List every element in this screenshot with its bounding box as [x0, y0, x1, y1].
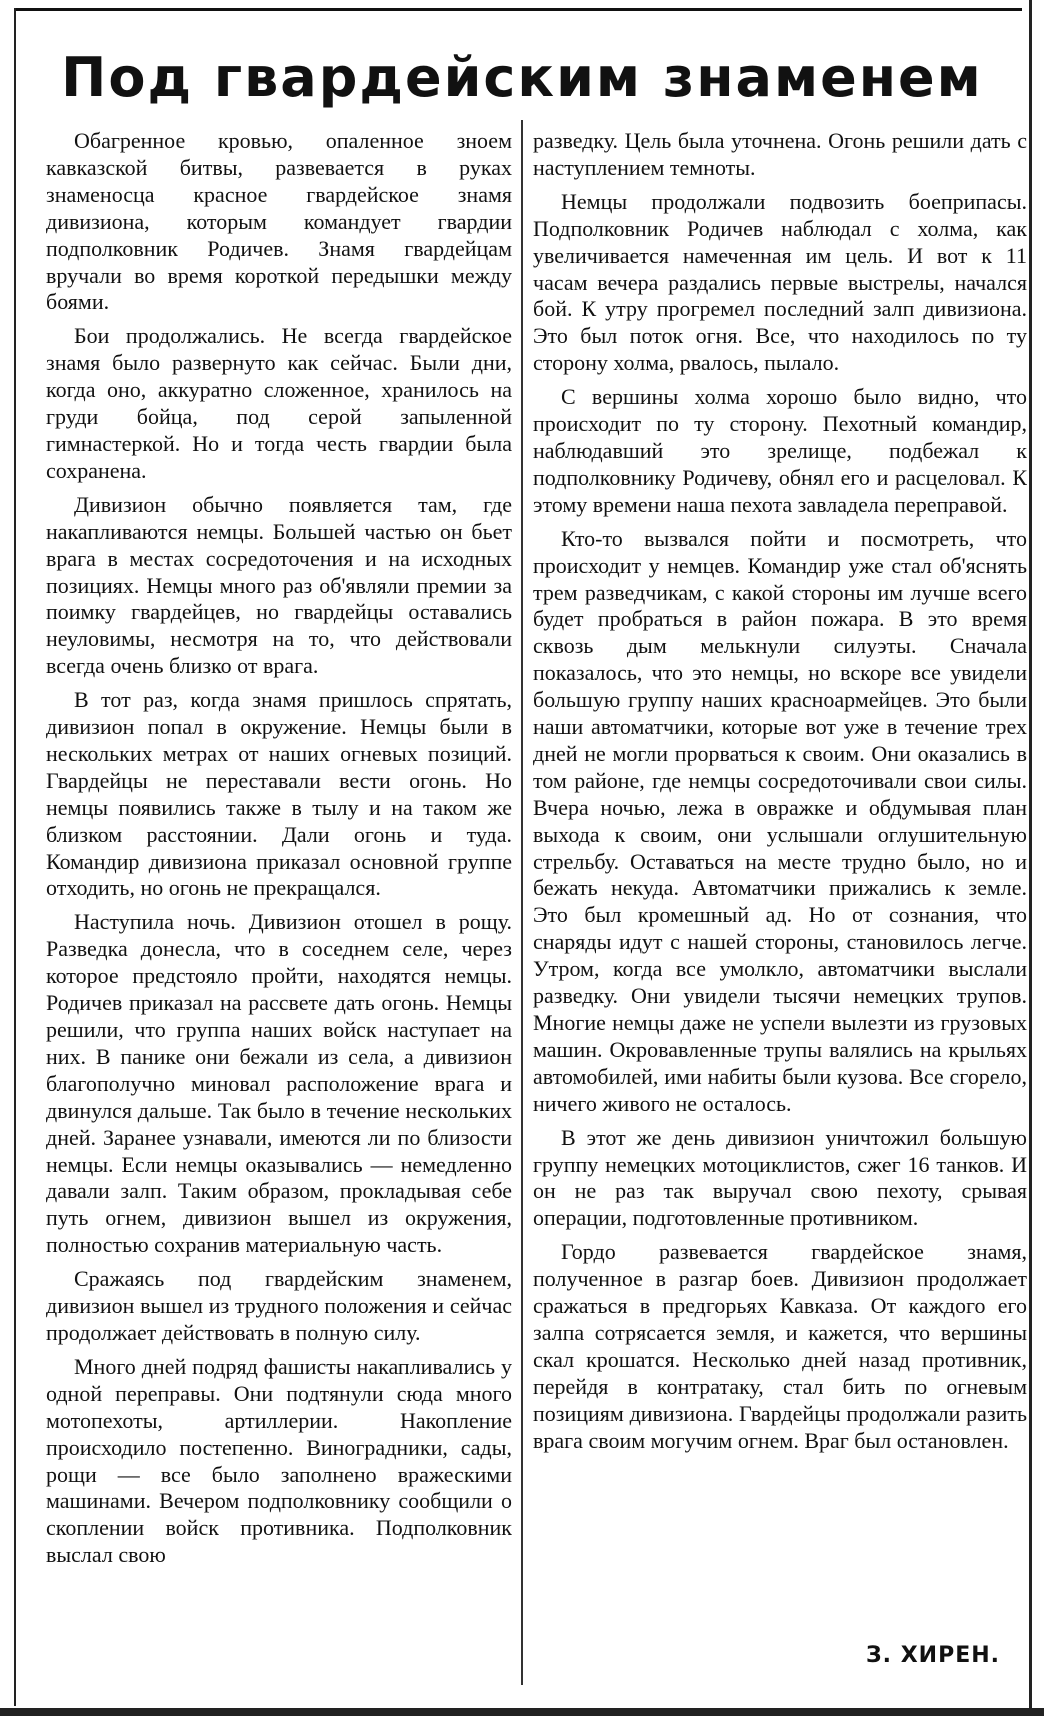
author-signature: З. ХИРЕН. [866, 1643, 1000, 1668]
paragraph: Гордо развевается гвардейское знамя, полученное в разгар боев. Дивизион продолжает сражаться в предгорьях Кавказа. От каждого его залпа сотрясается земля, и кажется, что вершины скал крошатся. Несколько дней назад противник, перейдя в контратаку, стал бить по огневым позициям дивизиона. Гвардейцы продолжали разить врага своим могучим огнем. Враг был остановлен. [533, 1239, 1027, 1453]
bottom-border-rule [0, 1708, 1044, 1716]
top-border-rule [14, 8, 1022, 11]
paragraph: разведку. Цель была уточнена. Огонь решили дать с наступлением темноты. [533, 128, 1027, 180]
paragraph: Обагренное кровью, опаленное зноем кавказской битвы, развевается в руках знаменосца красное гвардейское знамя дивизиона, которым командует гвардии подполковник Родичев. Знамя гвардейцам вручали во время короткой передышки между боями. [46, 128, 512, 315]
left-border-rule [14, 8, 16, 1706]
paragraph: Бои продолжались. Не всегда гвардейское знамя было развернуто как сейчас. Были дни, когда оно, аккуратно сложенное, хранилось на груди бойца, под серой запыленной гимнастеркой. Но и тогда честь гвардии была сохранена. [46, 323, 512, 483]
column-divider [521, 120, 523, 1685]
right-column [533, 128, 1027, 1668]
paragraph: Кто-то вызвался пойти и посмотреть, что происходит у немцев. Командир уже стал об'яснять трем разведчикам, с какой стороны им лучше всего будет пробраться в район пожара. В это время сквозь дым мелькнули силуэты. Сначала показалось, что это немцы, но вскоре все увидели большую группу наших красноармейцев. Это были наши автоматчики, которые вот уже в течение трех дней не могли прорваться к своим. Они оказались в том районе, где немцы сосредоточивали свои силы. Вчера ночью, лежа в овражке и обдумывая план выхода к своим, они услышали оглушительную стрельбу. Оставаться на месте трудно было, но и бежать некуда. Автоматчики прижались к земле. Это был кромешный ад. Но от сознания, что снаряды идут с нашей стороны, становилось легче. Утром, когда все умолкло, автоматчики выслали разведку. Они увидели тысячи немецких трупов. Многие немцы даже не успели вылезти из грузовых машин. Окровавленные трупы валялись на крыльях автомобилей, ими набиты были кузова. Все сгорело, ничего живого не осталось. [533, 525, 1027, 1116]
article-headline: Под гвардейским знаменем [61, 46, 983, 109]
paragraph: Немцы продолжали подвозить боеприпасы. Подполковник Родичев наблюдал с холма, как увеличивается намеченная им цель. И вот к 11 часам вечера раздались первые выстрелы, начался бой. К утру прогремел последний залп дивизиона. Это был поток огня. Все, что находилось по ту сторону холма, рвалось, пылало. [533, 188, 1027, 376]
paragraph: Много дней подряд фашисты накапливались у одной переправы. Они подтянули сюда много мотопехоты, артиллерии. Накопление происходило постепенно. Виноградники, сады, рощи — все было заполнено вражескими машинами. Вечером подполковнику сообщили о скоплении войск противника. Подполковник выслал свою [46, 1353, 512, 1568]
paragraph: В тот раз, когда знамя пришлось спрятать, дивизион попал в окружение. Немцы были в нескольких метрах от наших огневых позиций. Гвардейцы не переставали вести огонь. Но немцы появились также в тылу и на таком же близком расстоянии. Дали огонь и туда. Командир дивизиона приказал основной группе отходить, но огонь не прекращался. [46, 687, 512, 901]
paragraph: С вершины холма хорошо было видно, что происходит по ту сторону. Пехотный командир, наблюдавший это зрелище, подбежал к подполковнику Родичеву, обнял его и расцеловал. К этому времени наша пехота завладела переправой. [533, 384, 1027, 517]
left-column [46, 128, 512, 1668]
paragraph: В этот же день дивизион уничтожил большую группу немецких мотоциклистов, сжег 16 танков. И он не раз так выручал свою пехоту, срывая операции, подготовленные противником. [533, 1124, 1027, 1231]
paragraph: Дивизион обычно появляется там, где накапливаются немцы. Большей частью он бьет врага в местах сосредоточения и на исходных позициях. Немцы много раз об'являли премии за поимку гвардейцев, но гвардейцы оставались неуловимы, несмотря на то, что действовали всегда очень близко от врага. [46, 491, 512, 679]
paragraph: Наступила ночь. Дивизион отошел в рощу. Разведка донесла, что в соседнем селе, через которое предстояло пройти, находятся немцы. Родичев приказал на рассвете дать огонь. Немцы решили, что группа наших войск наступает на них. В панике они бежали из села, а дивизион благополучно миновал расположение врага и двинулся дальше. Так было в течение нескольких дней. Заранее узнавали, имеются ли по близости немцы. Если немцы оказывались — немедленно давали залп. Таким образом, прокладывая себе путь огнем, дивизион вышел из окружения, полностью сохранив материальную часть. [46, 909, 512, 1258]
paragraph: Сражаясь под гвардейским знаменем, дивизион вышел из трудного положения и сейчас продолжает действовать в полную силу. [46, 1266, 512, 1345]
right-border-rule [1029, 0, 1032, 1716]
